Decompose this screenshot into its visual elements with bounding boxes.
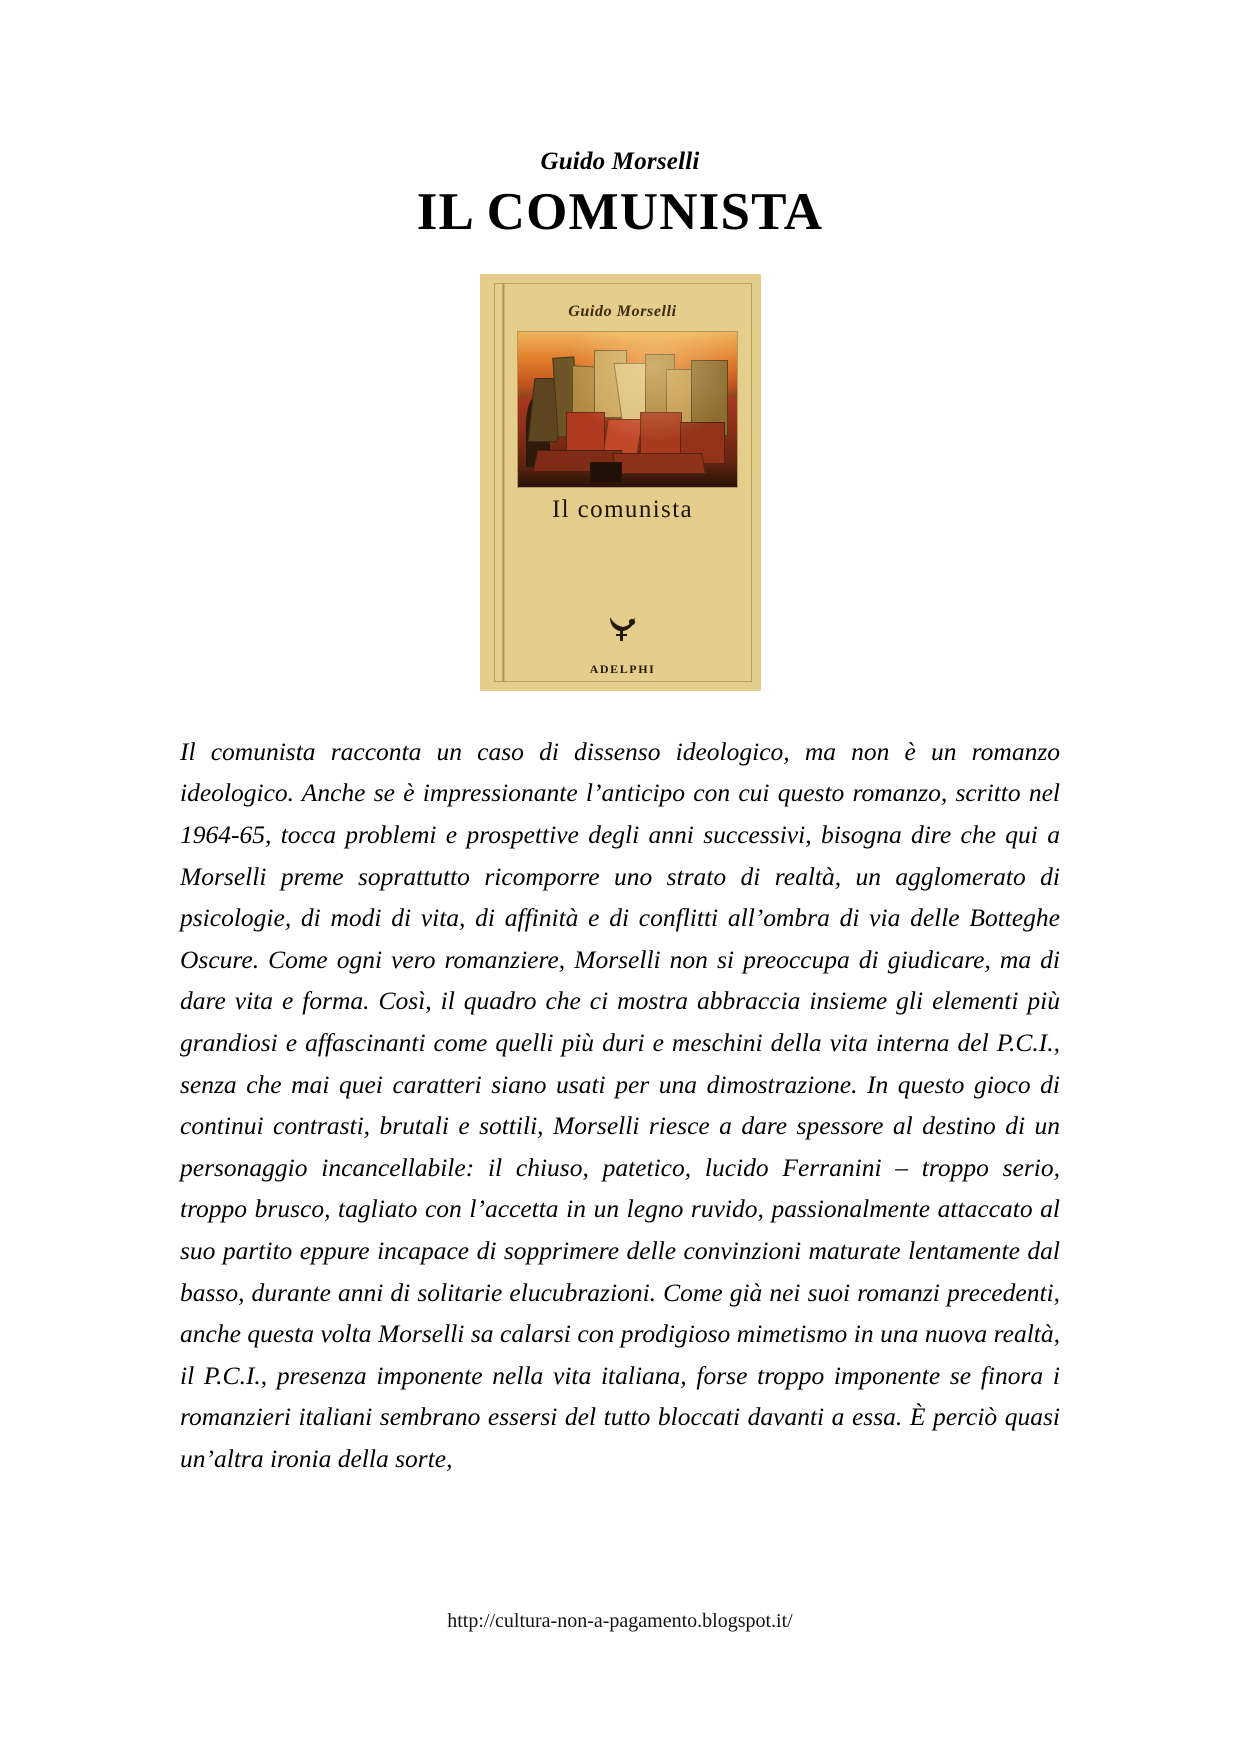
book-cover-image bbox=[480, 274, 761, 691]
book-cover-inner-frame bbox=[494, 283, 752, 682]
cover-artwork bbox=[517, 331, 738, 488]
document-header bbox=[0, 148, 1240, 242]
description-section bbox=[180, 731, 1060, 1480]
cover-publisher-name: ADELPHI bbox=[589, 661, 656, 676]
description-paragraph: Il comunista racconta un caso di dissenso ideologico, ma non è un romanzo ideologico. Anche se è impressionante l’anticipo con cui questo romanzo, scritto nel 1964-65, tocca problemi e prospettive degli anni successivi, bisogna dire che qui a Morselli preme soprattutto ricomporre uno strato di realtà, un agglomerato di psicologie, di modi di vita, di affinità e di conflitti all’ombra di via delle Botteghe Oscure. Come ogni vero romanziere, Morselli non si preoccupa di giudicare, ma di dare vita e forma. Così, il quadro che ci mostra abbraccia insieme gli elementi più grandiosi e affascinanti come quelli più duri e meschini della vita interna del P.C.I., senza che mai quei caratteri siano usati per una dimostrazione. In questo gioco di continui contrasti, brutali e sottili, Morselli riesce a dare spessore al destino di un personaggio incancellabile: il chiuso, patetico, lucido Ferranini – troppo serio, troppo brusco, tagliato con l’accetta in un legno ruvido, passionalmente attaccato al suo partito eppure incapace di sopprimere delle convinzioni maturate lentamente dal basso, durante anni di solitarie elucubrazioni. Come già nei suoi romanzi precedenti, anche questa volta Morselli sa calarsi con prodigioso mimetismo in una nuova realtà, il P.C.I., presenza imponente nella vita italiana, forse troppo imponente se finora i romanzieri italiani sembrano essersi del tutto bloccati davanti a essa. È perciò quasi un’altra ironia della sorte, bbox=[180, 736, 1060, 1473]
cover-title: Il comunista bbox=[551, 495, 694, 523]
footer-url[interactable]: http://cultura-non-a-pagamento.blogspot.it/ bbox=[447, 1610, 793, 1632]
artwork-light-haze bbox=[518, 332, 737, 487]
adelphi-moon-and-crescent-logo bbox=[495, 614, 751, 648]
page-title: IL COMUNISTA bbox=[416, 182, 824, 241]
author-name: Guido Morselli bbox=[540, 148, 700, 175]
cover-author-name: Guido Morselli bbox=[568, 302, 677, 320]
book-cover-container bbox=[0, 274, 1240, 691]
